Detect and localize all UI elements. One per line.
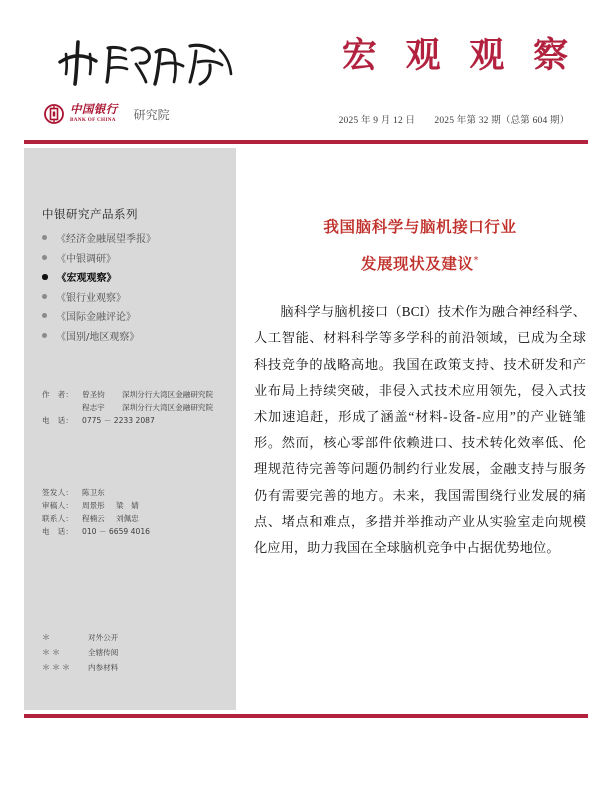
brand-script-logo [50, 34, 250, 90]
sidebar-item-intl-finance[interactable] [42, 306, 222, 326]
sidebar-item-country-region[interactable] [42, 326, 222, 346]
contact-name-1: 程楠云 [82, 514, 105, 523]
series-heading: 中银研究产品系列 [42, 207, 138, 221]
sidebar-item-label: 《经济金融展望季报》 [56, 234, 156, 246]
author-name: 程志宇 [82, 403, 105, 412]
issuer-row [42, 486, 234, 499]
footnotes-block [42, 630, 234, 675]
sidebar-item-label: 《国别/地区观察》 [56, 331, 140, 343]
author-phone-row [42, 414, 234, 427]
sidebar [24, 148, 236, 710]
bullet-icon [42, 274, 48, 280]
footnote-marker: ＊＊ [42, 648, 62, 657]
bullet-icon [42, 333, 47, 338]
authors-label: 作 者： [42, 390, 74, 399]
phone-value: 010 － 6659 4016 [82, 527, 150, 536]
article-title-line-1: 我国脑科学与脑机接口行业 [323, 218, 517, 236]
sidebar-item-label: 《国际金融评论》 [56, 312, 136, 324]
footnote-row [42, 630, 234, 645]
issuer-value: 陈卫东 [82, 488, 105, 497]
signoff-phone-row [42, 525, 234, 538]
boc-name-en: BANK OF CHINA [70, 116, 116, 123]
bullet-icon [42, 294, 47, 299]
article-abstract: 脑科学与脑机接口（BCI）技术作为融合神经科学、人工智能、材料科学等多学科的前沿领域，已成为全球科技竞争的战略高地。我国在政策支持、技术研发和产业布局上持续突破，非侵入式技术应用领先，侵入式技术加速追赶，形成了涵盖“材料-设备-应用”的产业链雏形。然而，核心零部件依赖进口、技术转化效率低、伦理规范待完善等问题仍制约行业发展，金融支持与服务仍有需要完善的地方。未来，我国需围绕行业发展的痛点、堵点和难点，多措并举推动产业从实验室走向规模化应用，助力我国在全球脑机竞争中占据优势地位。 [254, 304, 586, 555]
bullet-icon [42, 255, 47, 260]
footnote-row [42, 645, 234, 660]
sidebar-item-label: 《中银调研》 [56, 253, 116, 265]
footnote-text: 内参材料 [88, 663, 119, 672]
author-affiliation: 深圳分行大湾区金融研究院 [122, 390, 214, 399]
footnote-text: 对外公开 [88, 633, 119, 642]
reviewer-name-2: 梁 婧 [116, 501, 139, 510]
sidebar-item-survey[interactable] [42, 248, 222, 268]
author-row [42, 388, 234, 401]
footer-rule [24, 714, 588, 718]
main-column [254, 148, 586, 561]
series-list [42, 228, 222, 345]
article-title-marker: * [473, 255, 480, 266]
phone-value: 0775 － 2233 2087 [82, 416, 155, 425]
footnote-marker: ＊ [42, 633, 52, 642]
reviewer-name-1: 周景彤 [82, 501, 105, 510]
sidebar-item-label: 《银行业观察》 [56, 292, 126, 304]
contact-label: 联系人： [42, 514, 74, 523]
reviewer-row [42, 499, 234, 512]
bullet-icon [42, 313, 47, 318]
phone-label: 电 话： [42, 416, 74, 425]
contact-row [42, 512, 234, 525]
sidebar-item-banking[interactable] [42, 287, 222, 307]
issue-date: 2025 年 9 月 12 日 [338, 116, 416, 126]
boc-wordmark [70, 105, 118, 123]
signoff-block [42, 486, 234, 538]
phone-label: 电 话： [42, 527, 74, 536]
header-rule [24, 140, 588, 144]
author-row [42, 401, 234, 414]
footnote-marker: ＊＊＊ [42, 663, 72, 672]
sidebar-item-quarterly[interactable] [42, 228, 222, 248]
boc-mark-icon [44, 104, 64, 124]
article-title-line-2: 发展现状及建议 [360, 255, 474, 274]
issuer-label: 签发人： [42, 488, 74, 497]
footnote-row [42, 660, 234, 675]
author-affiliation: 深圳分行大湾区金融研究院 [122, 403, 214, 412]
bank-of-china-logo [44, 104, 170, 124]
article-title [254, 210, 586, 281]
authors-block [42, 388, 234, 427]
issue-line [314, 112, 594, 126]
issue-number: 2025 年第 32 期（总第 604 期） [434, 116, 570, 126]
journal-title: 宏 观 观 察 [341, 36, 579, 75]
footnote-text: 全辖传阅 [88, 648, 119, 657]
author-name: 曾圣钧 [82, 390, 105, 399]
bullet-icon [42, 235, 47, 240]
masthead [24, 22, 588, 140]
sidebar-item-macro-observation[interactable] [42, 267, 222, 287]
reviewer-label: 审稿人： [42, 501, 74, 510]
institute-label: 研究院 [133, 107, 170, 122]
boc-name-cn: 中国银行 [70, 104, 118, 117]
contact-name-2: 刘佩忠 [116, 514, 139, 523]
article-title-line-2-wrap [254, 244, 586, 281]
sidebar-item-label: 《宏观观察》 [56, 273, 117, 285]
